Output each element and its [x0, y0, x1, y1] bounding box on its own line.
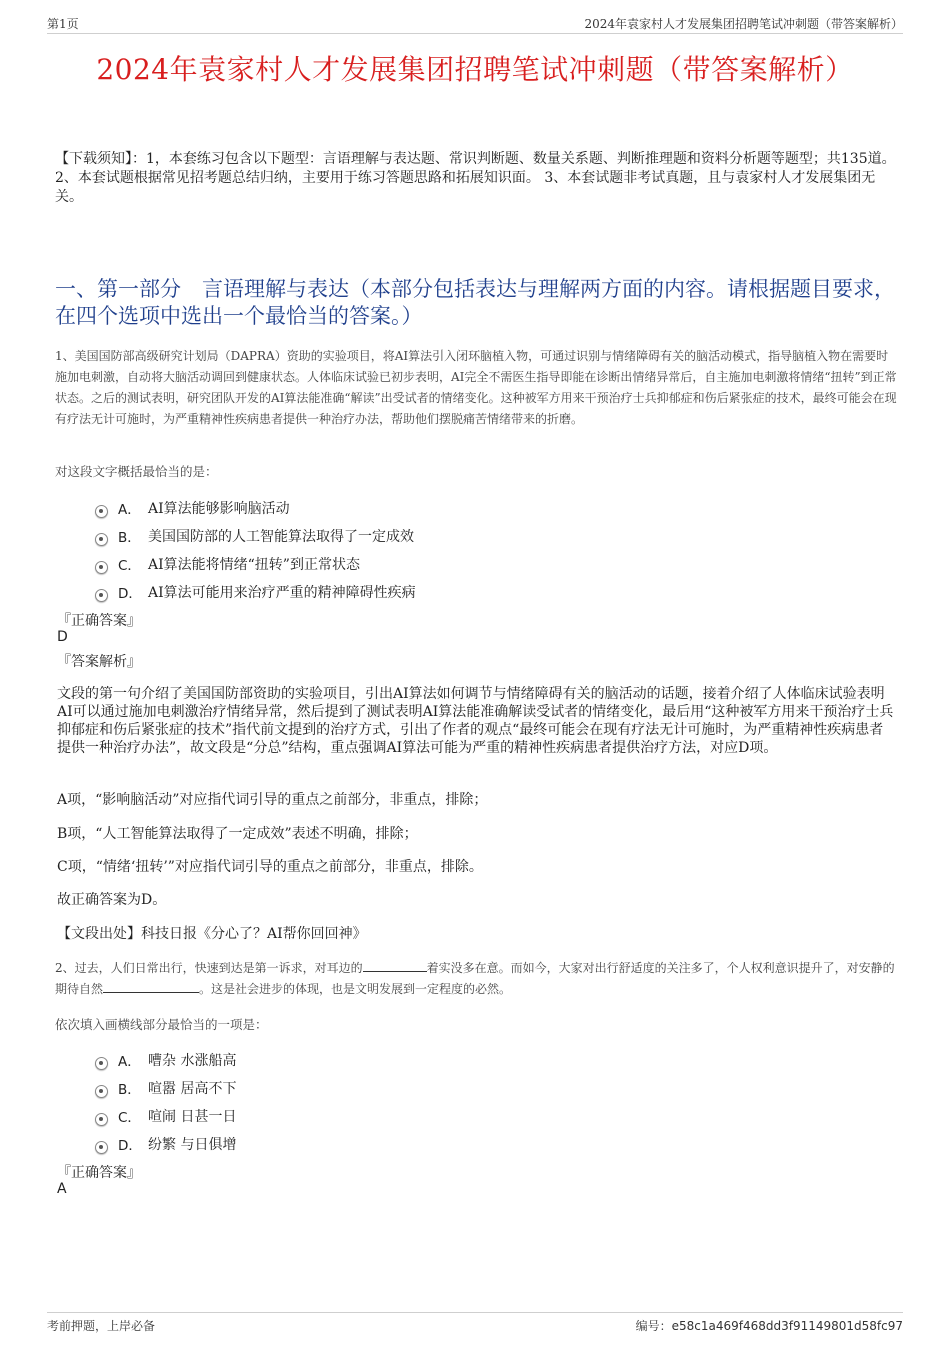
radio-icon[interactable] — [95, 589, 108, 602]
footer-slogan: 考前押题，上岸必备 — [47, 1319, 156, 1333]
option-c[interactable] — [95, 550, 416, 578]
option-letter: C． — [118, 558, 141, 574]
code-label: 编号： — [635, 1319, 672, 1333]
question-2-text-part-3: 。这是社会进步的体现，也是文明发展到一定程度的必然。 — [199, 982, 512, 996]
analysis-option-a: A项，“影响脑活动”对应指代词引导的重点之前部分，非重点，排除； — [57, 792, 488, 808]
question-2-text-part-1: 2、过去，人们日常出行，快速到达是第一诉求，对耳边的 — [55, 961, 363, 975]
document-code — [636, 1317, 903, 1334]
option-b[interactable] — [95, 522, 416, 550]
analysis-label: 『答案解析』 — [57, 654, 141, 670]
option-text: AI算法能够影响脑活动 — [148, 501, 290, 517]
page-footer — [47, 1312, 903, 1336]
radio-icon[interactable] — [95, 1113, 108, 1126]
radio-icon[interactable] — [95, 1085, 108, 1098]
option-text: AI算法可能用来治疗严重的精神障碍性疾病 — [148, 585, 416, 601]
option-letter: B． — [118, 530, 141, 546]
fill-blank-1[interactable] — [363, 959, 427, 972]
analysis-paragraph: 文段的第一句介绍了美国国防部资助的实验项目，引出AI算法如何调节与情绪障碍有关的脑活动的话题，接着介绍了人体临床试验表明AI可以通过施加电刺激治疗情绪异常，然后提到了测试表明AI算法能准确解读受试者的情绪变化，最后用“这种被军方用来干预治疗士兵抑郁症和伤后紧张症的技术”指代前文提到的治疗方式，引出了作者的观点“最终可能会在现有疗法无计可施时，为严重精神性疾病患者提供一种治疗办法”，故文段是“分总”结构，重点强调AI算法可能为严重的精神性疾病患者提供治疗方法，对应D项。 — [57, 686, 894, 756]
question-2-text — [55, 958, 900, 1000]
analysis-source: 【文段出处】科技日报《分心了？AI帮你回回神》 — [57, 926, 367, 942]
correct-answer-value: A — [57, 1181, 67, 1197]
question-2-prompt: 依次填入画横线部分最恰当的一项是： — [55, 1017, 268, 1032]
correct-answer-label: 『正确答案』 — [57, 613, 141, 629]
option-letter: D． — [118, 586, 142, 602]
header-doc-title: 2024年袁家村人才发展集团招聘笔试冲刺题（带答案解析） — [584, 17, 903, 31]
option-text: 喧闹 日甚一日 — [148, 1109, 237, 1125]
option-letter: A． — [118, 1054, 141, 1070]
page-header — [47, 12, 903, 34]
option-letter: C． — [118, 1110, 141, 1126]
radio-icon[interactable] — [95, 561, 108, 574]
correct-answer-value: D — [57, 629, 68, 645]
question-2-text-part-2: 着实没多在意。而如今，大家对出行舒适度的关注多了，个人权利意识提升了，对安静的期待自然 — [55, 961, 895, 996]
option-text: AI算法能将情绪“扭转”到正常状态 — [148, 557, 360, 573]
option-a[interactable] — [95, 494, 416, 522]
section-heading: 一、第一部分 言语理解与表达（本部分包括表达与理解两方面的内容。请根据题目要求，在四个选项中选出一个最恰当的答案。） — [55, 277, 895, 328]
question-2-options — [95, 1046, 236, 1158]
analysis-option-b: B项，“人工智能算法取得了一定成效”表述不明确，排除； — [57, 826, 418, 842]
question-1-text: 1、美国国防部高级研究计划局（DAPRA）资助的实验项目，将AI算法引入闭环脑植入物，可通过识别与情绪障碍有关的脑活动模式，指导脑植入物在需要时施加电刺激，自动将大脑活动调回到健康状态。人体临床试验已初步表明，AI完全不需医生指导即能在诊断出情绪异常后，自主施加电刺激将情绪“扭转”到正常状态。之后的测试表明，研究团队开发的AI算法能准确“解读”出受试者的情绪变化。这种被军方用来干预治疗士兵抑郁症和伤后紧张症的技术，最终可能会在现有疗法无计可施时，为严重精神性疾病患者提供一种治疗办法，帮助他们摆脱痛苦情绪带来的折磨。 — [55, 349, 897, 426]
option-text: 纷繁 与日俱增 — [148, 1137, 237, 1153]
question-1-prompt: 对这段文字概括最恰当的是： — [55, 464, 218, 479]
analysis-option-c: C项，“情绪‘扭转’”对应指代词引导的重点之前部分，非重点，排除。 — [57, 859, 483, 875]
option-letter: B． — [118, 1082, 141, 1098]
radio-icon[interactable] — [95, 1057, 108, 1070]
correct-answer-label: 『正确答案』 — [57, 1165, 141, 1181]
question-1-options — [95, 494, 416, 606]
option-b[interactable] — [95, 1074, 236, 1102]
option-text: 嘈杂 水涨船高 — [148, 1053, 237, 1069]
page-title: 2024年袁家村人才发展集团招聘笔试冲刺题（带答案解析） — [96, 53, 854, 86]
option-d[interactable] — [95, 578, 416, 606]
option-letter: D． — [118, 1138, 142, 1154]
option-letter: A． — [118, 502, 141, 518]
option-d[interactable] — [95, 1130, 236, 1158]
option-a[interactable] — [95, 1046, 236, 1074]
option-c[interactable] — [95, 1102, 236, 1130]
option-text: 美国国防部的人工智能算法取得了一定成效 — [148, 529, 414, 545]
download-notice: 【下载须知】：1，本套练习包含以下题型：言语理解与表达题、常识判断题、数量关系题、判断推理题和资料分析题等题型；共135道。 2、本套试题根据常见招考题总结归纳，主要用于练习答题思路和拓展知识面。 3、本套试题非考试真题，且与袁家村人才发展集团无关。 — [55, 151, 896, 205]
radio-icon[interactable] — [95, 533, 108, 546]
radio-icon[interactable] — [95, 505, 108, 518]
radio-icon[interactable] — [95, 1141, 108, 1154]
analysis-conclusion: 故正确答案为D。 — [57, 892, 167, 908]
page-number: 第1页 — [47, 17, 79, 31]
code-value: e58c1a469f468dd3f91149801d58fc97 — [671, 1319, 903, 1333]
option-text: 喧嚣 居高不下 — [148, 1081, 237, 1097]
fill-blank-2[interactable] — [103, 980, 199, 993]
